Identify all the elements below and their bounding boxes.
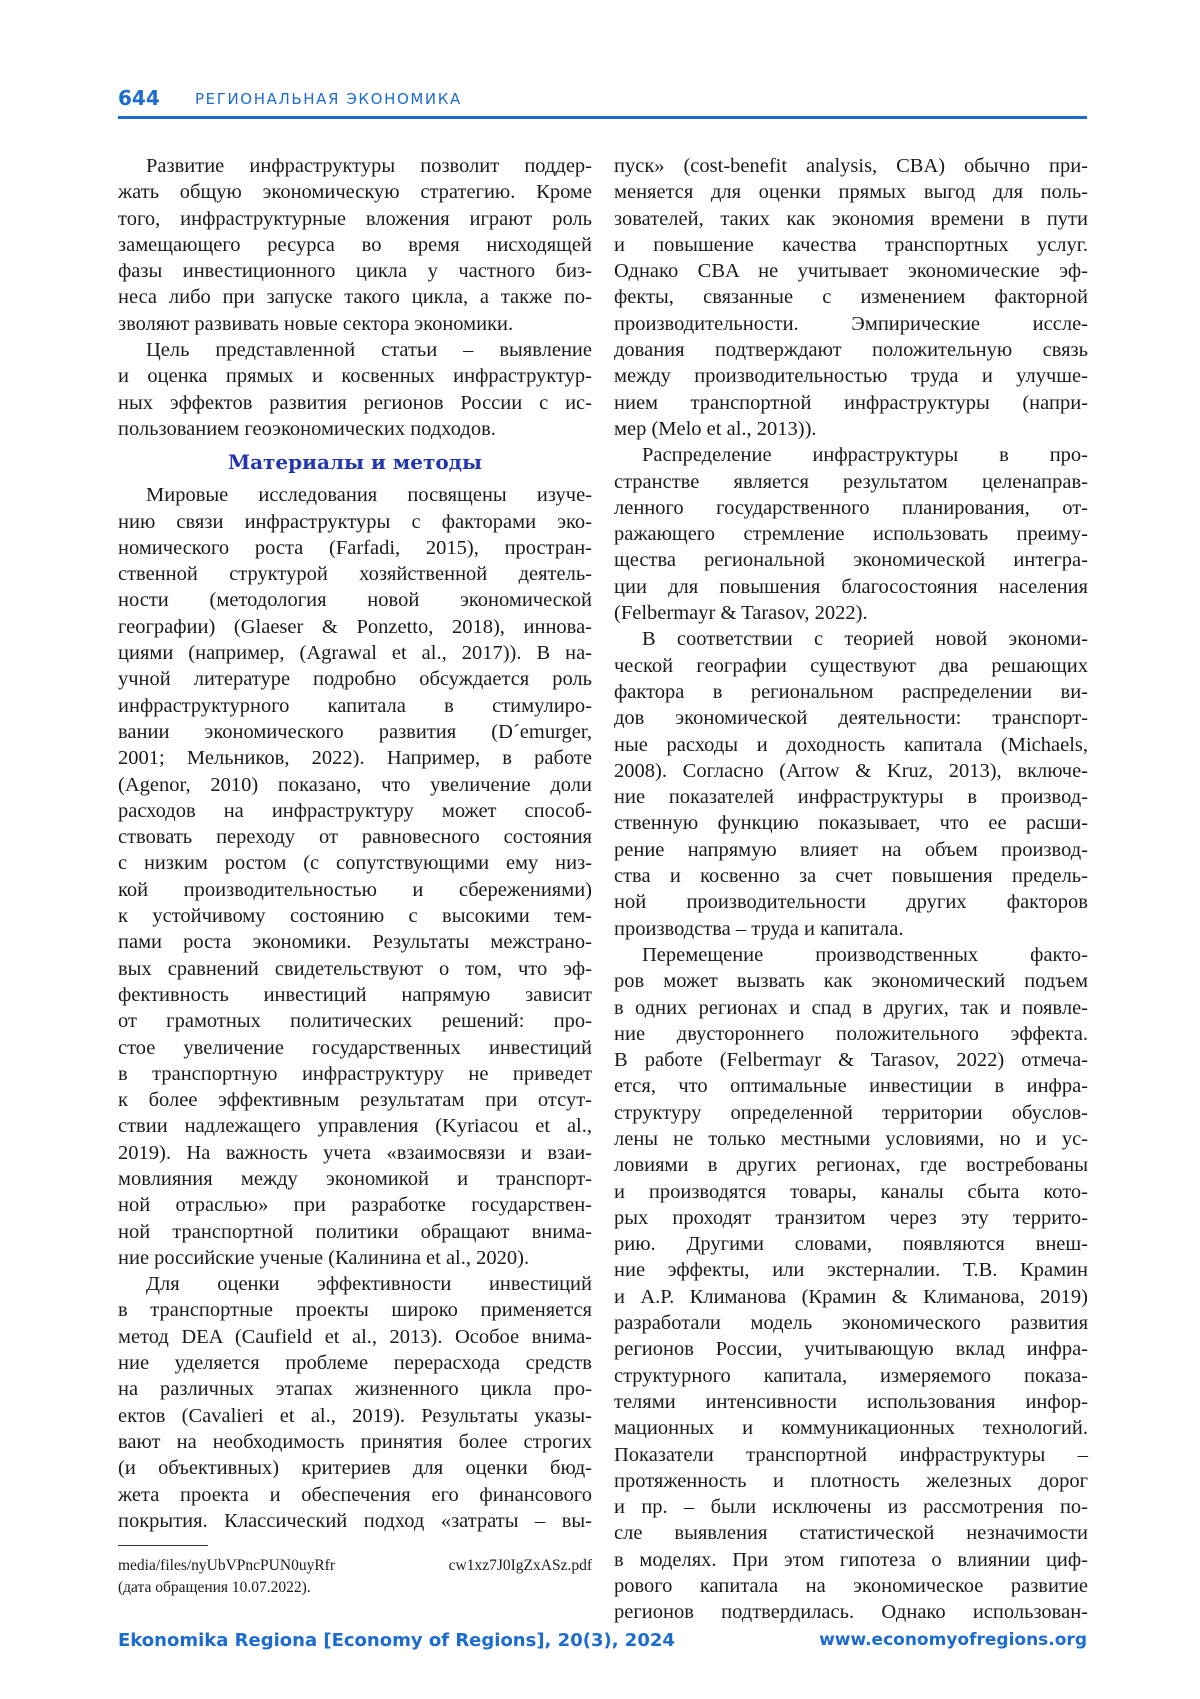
text-line: рию. Другими словами, появляются внеш- — [614, 1231, 1088, 1257]
text-line: кой производительностью и сбережениями) — [118, 877, 592, 903]
text-line: с низким ростом (с сопутствующими ему низ- — [118, 850, 592, 876]
text-line: разработали модель экономического развития — [614, 1310, 1088, 1336]
text-line: ние уделяется проблеме перерасхода средств — [118, 1350, 592, 1376]
text-line: учной литературе подробно обсуждается роль — [118, 666, 592, 692]
text-line: инфраструктурного капитала в стимулиро- — [118, 693, 592, 719]
text-line: протяженность и плотность железных дорог — [614, 1468, 1088, 1494]
running-header: РЕГИОНАЛЬНАЯ ЭКОНОМИКА — [195, 90, 462, 108]
text-line: и пр. – были исключены из рассмотрения по- — [614, 1494, 1088, 1520]
text-line: нием транспортной инфраструктуры (напри- — [614, 390, 1088, 416]
text-line: расходов на инфраструктуру может способ- — [118, 798, 592, 824]
text-line: зователей, таких как экономия времени в пути — [614, 206, 1088, 232]
text-line: Перемещение производственных факто- — [614, 942, 1088, 968]
text-line: (и объективных) критериев для оценки бюд- — [118, 1455, 592, 1481]
text-line: рового капитала на экономическое развитие — [614, 1573, 1088, 1599]
text-line: ной транспортной политики обращают внима- — [118, 1219, 592, 1245]
text-line: (Agenor, 2010) показано, что увеличение доли — [118, 772, 592, 798]
text-line: ется, что оптимальные инвестиции в инфра- — [614, 1073, 1088, 1099]
text-line: производительности. Эмпирические иссле- — [614, 311, 1088, 337]
text-line: ственную функцию показывает, что ее расши- — [614, 810, 1088, 836]
text-line: ной производительности других факторов — [614, 889, 1088, 915]
text-line: мовлияния между экономикой и транспорт- — [118, 1166, 592, 1192]
text-line: регионов России, учитывающую вклад инфра- — [614, 1336, 1088, 1362]
text-line: ствии надлежащего управления (Kyriacou et al., — [118, 1113, 592, 1139]
text-line: в одних регионах и спад в других, так и появле- — [614, 995, 1088, 1021]
text-line: и повышение качества транспортных услуг. — [614, 232, 1088, 258]
text-line: нию связи инфраструктуры с факторами эко- — [118, 509, 592, 535]
footnote — [118, 1555, 592, 1599]
text-line: неса либо при запуске такого цикла, а также по- — [118, 284, 592, 310]
text-line: в транспортные проекты широко применяется — [118, 1297, 592, 1323]
footer-website-link[interactable]: www.economyofregions.org — [819, 1630, 1087, 1650]
left-column — [118, 153, 592, 1534]
text-line: ловиями в других регионах, где востребованы — [614, 1152, 1088, 1178]
text-line: ства и косвенно за счет повышения предель- — [614, 863, 1088, 889]
text-line: рение напрямую влияет на объем производ- — [614, 837, 1088, 863]
text-line: ние двустороннего положительного эффекта. — [614, 1021, 1088, 1047]
text-line: между производительностью труда и улучше- — [614, 363, 1088, 389]
text-line: структурного капитала, измеряемого показа- — [614, 1363, 1088, 1389]
text-line: и А.Р. Климанова (Крамин & Климанова, 2019) — [614, 1284, 1088, 1310]
text-line: странстве является результатом целенаправ- — [614, 469, 1088, 495]
text-line: стое увеличение государственных инвестиций — [118, 1035, 592, 1061]
text-line: ние российские ученые (Калинина et al., 2020). — [118, 1245, 592, 1271]
paragraph — [118, 482, 592, 1271]
right-column — [614, 153, 1088, 1626]
text-line: метод DEA (Caufield et al., 2013). Особое внима- — [118, 1324, 592, 1350]
text-line: Распределение инфраструктуры в про- — [614, 442, 1088, 468]
text-line: ленного государственного планирования, от- — [614, 495, 1088, 521]
page-number: 644 — [118, 86, 160, 110]
text-line: к устойчивому состоянию с высокими тем- — [118, 903, 592, 929]
text-line: ности (методология новой экономической — [118, 587, 592, 613]
footnote-access-date: (дата обращения 10.07.2022). — [118, 1577, 592, 1599]
text-line: сле выявления статистической незначимости — [614, 1520, 1088, 1546]
text-line: лены не только местными условиями, но и ус- — [614, 1126, 1088, 1152]
paragraph — [614, 626, 1088, 942]
text-line: пользованием геоэкономических подходов. — [118, 416, 592, 442]
text-line: 2019). На важность учета «взаимосвязи и взаи- — [118, 1140, 592, 1166]
text-line: фективность инвестиций напрямую зависит — [118, 982, 592, 1008]
text-line: ствовать переходу от равновесного состояния — [118, 824, 592, 850]
text-line: 2001; Мельников, 2022). Например, в работе — [118, 745, 592, 771]
text-line: В соответствии с теорией новой экономи- — [614, 626, 1088, 652]
text-line: ние эффекты, или экстерналии. Т.В. Крамин — [614, 1257, 1088, 1283]
text-line: ные расходы и доходность капитала (Michaels, — [614, 732, 1088, 758]
footnote-url-part1: media/files/nyUbVPncPUN0uyRfr — [118, 1555, 335, 1577]
text-line: номического роста (Farfadi, 2015), простран- — [118, 535, 592, 561]
text-line: ние показателей инфраструктуры в производ- — [614, 784, 1088, 810]
text-line: жать общую экономическую стратегию. Кроме — [118, 179, 592, 205]
text-line: ектов (Cavalieri et al., 2019). Результаты указы- — [118, 1403, 592, 1429]
text-line: фазы инвестиционного цикла у частного биз- — [118, 258, 592, 284]
paragraph — [614, 942, 1088, 1626]
text-line: жета проекта и обеспечения его финансового — [118, 1482, 592, 1508]
text-line: покрытия. Классический подход «затраты – вы- — [118, 1508, 592, 1534]
text-line: вых сравнений свидетельствуют о том, что эф- — [118, 956, 592, 982]
text-line: географии) (Glaeser & Ponzetto, 2018), иннова- — [118, 614, 592, 640]
text-line: ров может вызвать как экономический подъем — [614, 968, 1088, 994]
text-line: ной отраслью» при разработке государствен- — [118, 1192, 592, 1218]
text-line: ственной структурой хозяйственной деятель- — [118, 561, 592, 587]
text-line: ческой географии существуют два решающих — [614, 653, 1088, 679]
text-line: Цель представленной статьи – выявление — [118, 337, 592, 363]
paragraph — [118, 1271, 592, 1534]
text-line: структуру определенной территории обуслов- — [614, 1100, 1088, 1126]
text-line: зволяют развивать новые сектора экономики. — [118, 311, 592, 337]
text-line: дов экономической деятельности: транспорт- — [614, 705, 1088, 731]
text-line: к более эффективным результатам при отсут- — [118, 1087, 592, 1113]
text-line: регионов подтвердилась. Однако использован- — [614, 1599, 1088, 1625]
text-line: В работе (Felbermayr & Tarasov, 2022) отмеча- — [614, 1047, 1088, 1073]
section-heading: Материалы и методы — [118, 444, 592, 479]
text-line: ражающего стремление использовать преиму- — [614, 521, 1088, 547]
text-line: щества региональной экономической интегра- — [614, 547, 1088, 573]
text-line: мационных и коммуникационных технологий. — [614, 1415, 1088, 1441]
paragraph — [614, 442, 1088, 626]
text-line: и производятся товары, каналы сбыта кото- — [614, 1179, 1088, 1205]
text-line: того, инфраструктурные вложения играют роль — [118, 206, 592, 232]
text-line: вают на необходимость принятия более строгих — [118, 1429, 592, 1455]
text-line: дования подтверждают положительную связь — [614, 337, 1088, 363]
text-line: циями (например, (Agrawal et al., 2017)). В на- — [118, 640, 592, 666]
text-line: Для оценки эффективности инвестиций — [118, 1271, 592, 1297]
text-line: фекты, связанные с изменением факторной — [614, 284, 1088, 310]
text-line: в транспортную инфраструктуру не приведет — [118, 1061, 592, 1087]
paragraph — [118, 153, 592, 337]
header-rule — [118, 116, 1087, 119]
text-line: (Felbermayr & Tarasov, 2022). — [614, 600, 1088, 626]
text-line: Показатели транспортной инфраструктуры – — [614, 1442, 1088, 1468]
text-line: ных эффектов развития регионов России с ис- — [118, 390, 592, 416]
text-line: меняется для оценки прямых выгод для поль- — [614, 179, 1088, 205]
text-line: фактора в региональном распределении ви- — [614, 679, 1088, 705]
text-line: в моделях. При этом гипотеза о влиянии циф- — [614, 1547, 1088, 1573]
text-line: вании экономического развития (D´emurger, — [118, 719, 592, 745]
text-line: рых проходят транзитом через эту террито- — [614, 1205, 1088, 1231]
text-line: телями интенсивности использования инфор- — [614, 1389, 1088, 1415]
paragraph — [614, 153, 1088, 442]
text-line: и оценка прямых и косвенных инфраструктур- — [118, 363, 592, 389]
paragraph — [118, 337, 592, 442]
text-line: Однако CBA не учитывает экономические эф- — [614, 258, 1088, 284]
text-line: мер (Melo et al., 2013)). — [614, 416, 1088, 442]
text-line: Мировые исследования посвящены изуче- — [118, 482, 592, 508]
text-line: производства – труда и капитала. — [614, 916, 1088, 942]
text-line: пами роста экономики. Результаты межстрано- — [118, 929, 592, 955]
text-line: 2008). Согласно (Arrow & Kruz, 2013), включе- — [614, 758, 1088, 784]
text-line: замещающего ресурса во время нисходящей — [118, 232, 592, 258]
text-line: от грамотных политических решений: про- — [118, 1008, 592, 1034]
text-line: на различных этапах жизненного цикла про- — [118, 1376, 592, 1402]
text-line: пуск» (cost-benefit analysis, CBA) обычно при- — [614, 153, 1088, 179]
text-line: Развитие инфраструктуры позволит поддер- — [118, 153, 592, 179]
footnote-url-part2: cw1xz7J0IgZxASz.pdf — [449, 1555, 592, 1577]
footnote-rule — [118, 1545, 208, 1546]
footer-journal-citation: Ekonomika Regiona [Economy of Regions], 20(3), 2024 — [118, 1630, 675, 1651]
text-line: ции для повышения благосостояния населения — [614, 574, 1088, 600]
